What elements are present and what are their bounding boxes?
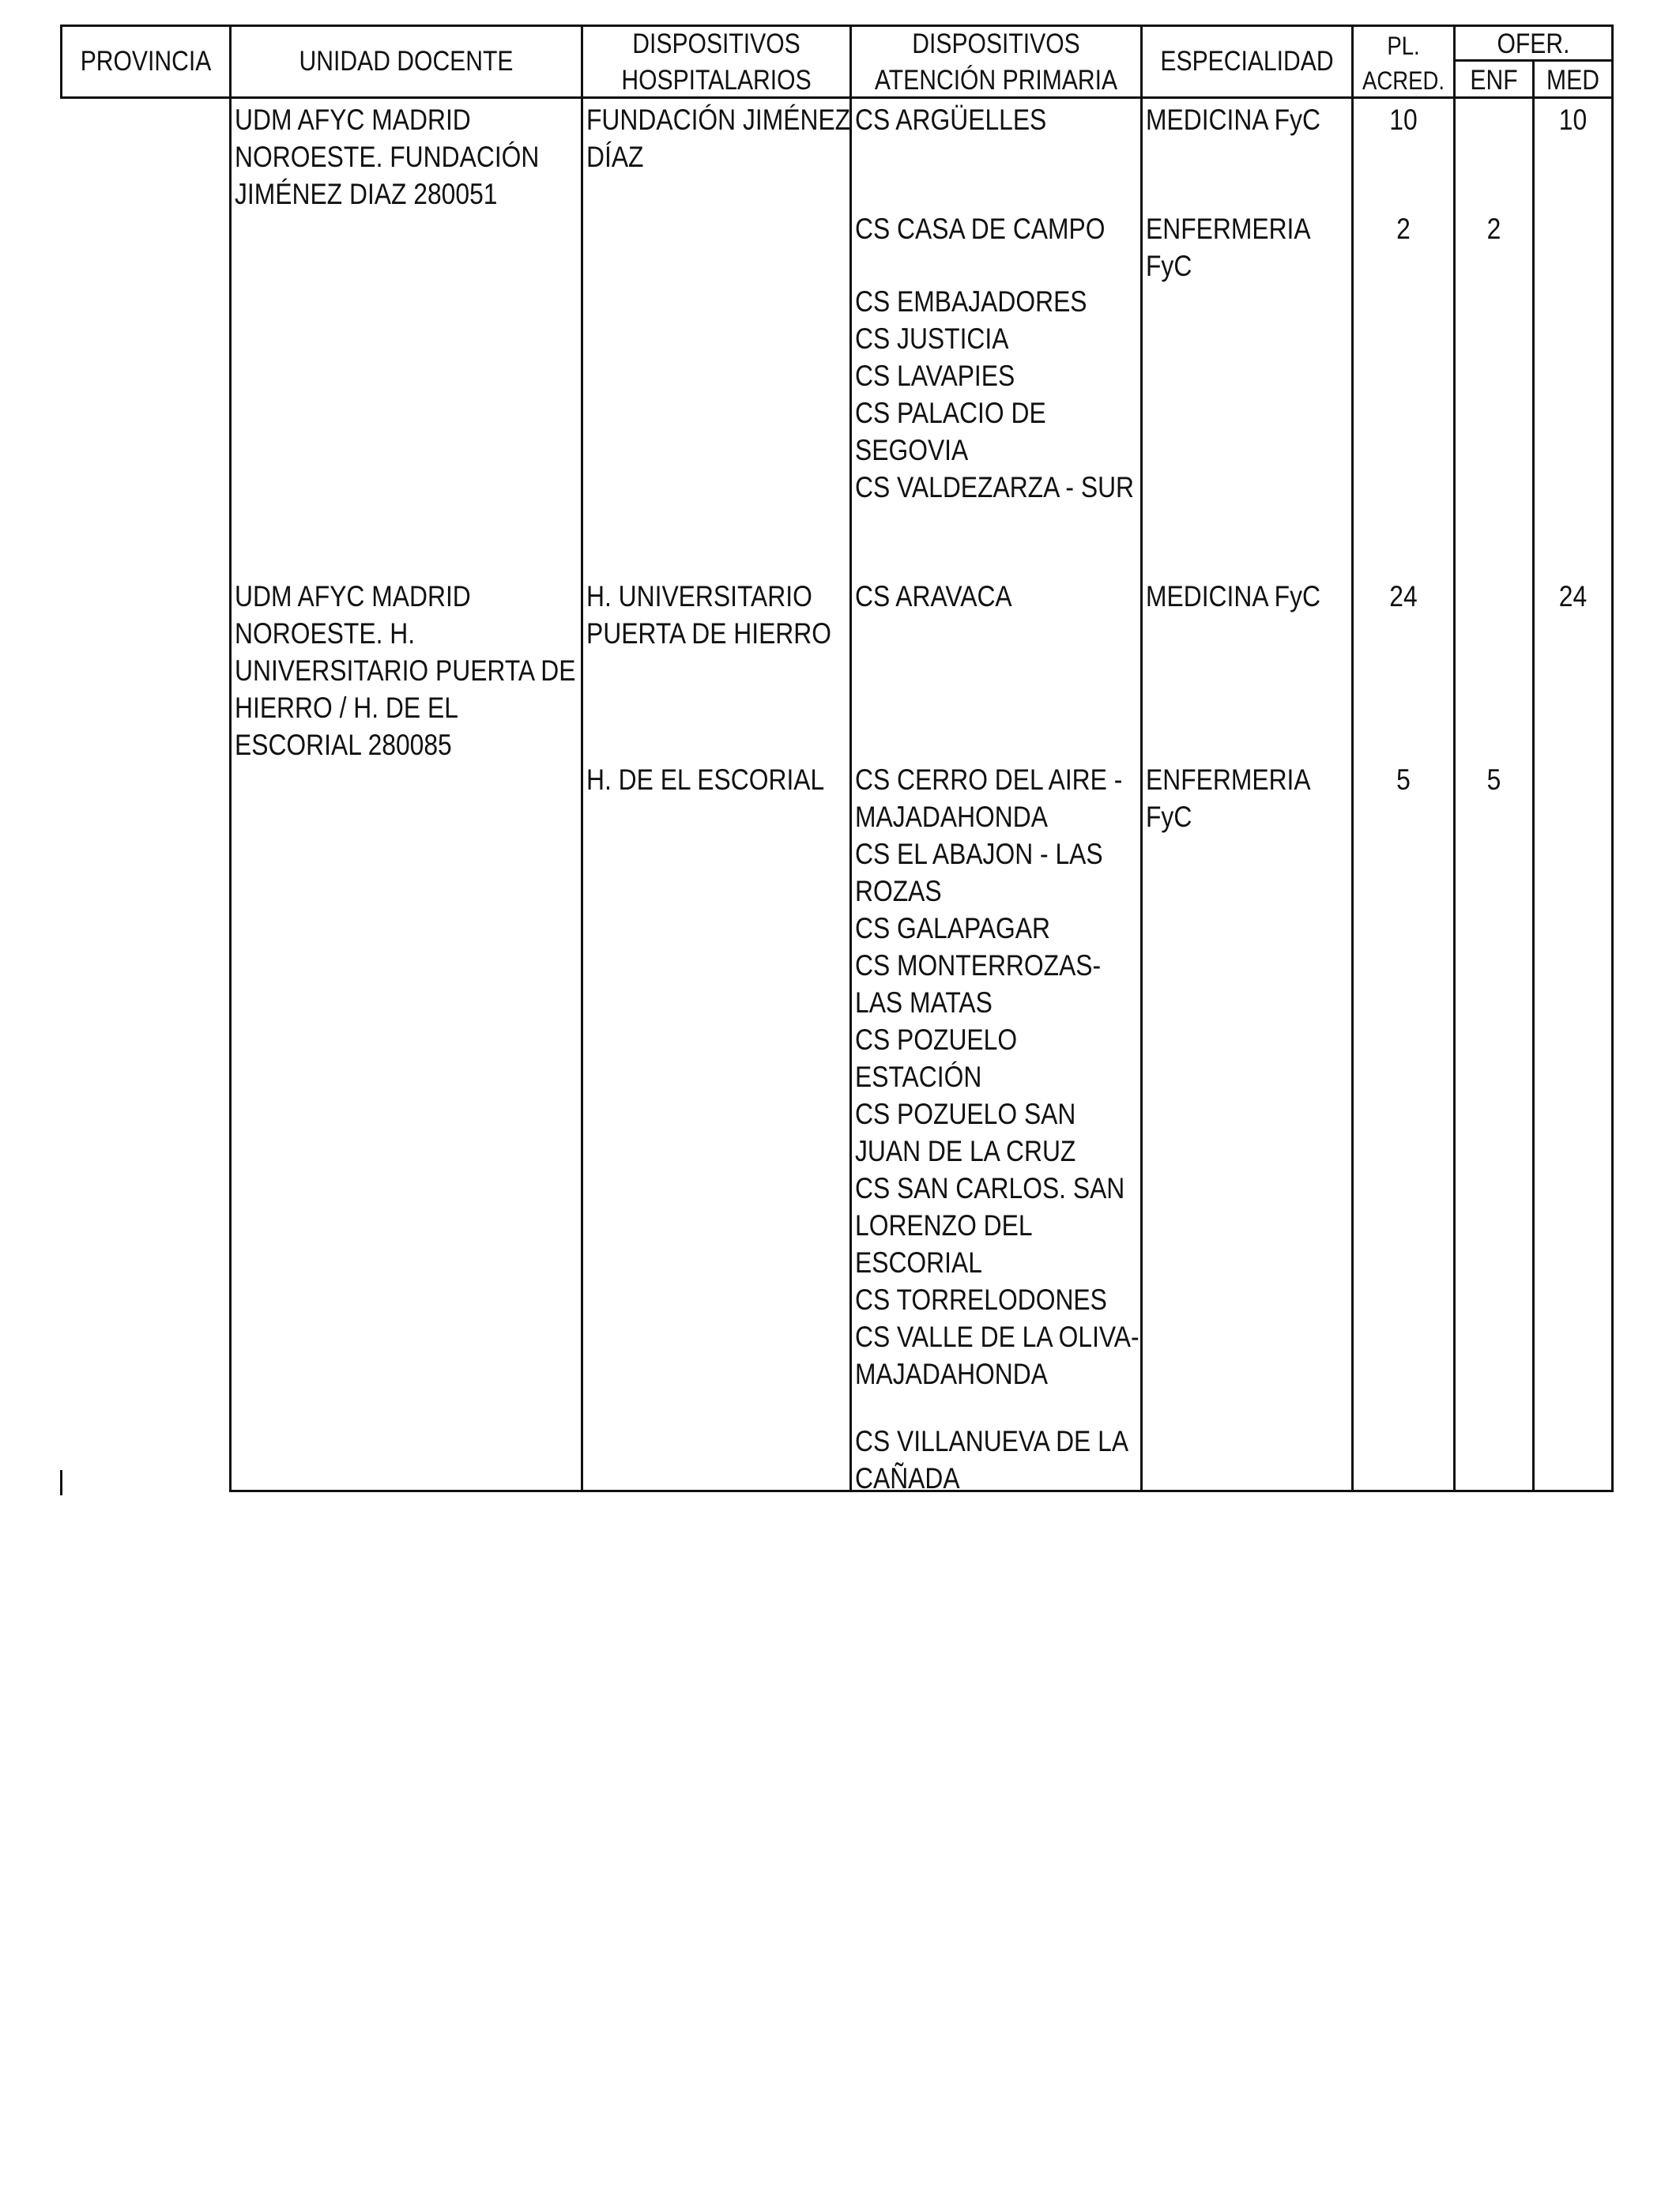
hospital-cell: H. DE EL ESCORIAL <box>586 763 825 796</box>
header-disp-hosp-line1: DISPOSITIVOS <box>632 28 800 59</box>
header-especialidad: ESPECIALIDAD <box>1160 46 1334 77</box>
pl-acred-cell: 10 <box>1389 104 1418 136</box>
primary-care-cell: CS ARGÜELLES <box>855 104 1047 136</box>
header-med: MED <box>1546 65 1599 96</box>
col-border-enf <box>1532 59 1535 1492</box>
col-border-right <box>1611 25 1614 1492</box>
hospital-cell: H. UNIVERSITARIO PUERTA DE HIERRO <box>586 580 832 650</box>
header-provincia: PROVINCIA <box>80 46 212 77</box>
enf-cell: 2 <box>1486 213 1501 245</box>
unidad-docente-cell: UDM AFYC MADRID NOROESTE. H. UNIVERSITARIO PUERTA DE HIERRO / H. DE EL ESCORIAL 280085 <box>235 580 576 761</box>
pl-acred-cell: 24 <box>1389 580 1418 613</box>
col-border-left-body <box>60 1470 62 1495</box>
primary-care-cell: CS EMBAJADORES CS JUSTICIA CS LAVAPIES CS PALACIO DE SEGOVIA CS VALDEZARZA - SUR <box>855 285 1135 503</box>
header-pl-line2: ACRED. <box>1362 66 1445 95</box>
unidad-docente-cell: UDM AFYC MADRID NOROESTE. FUNDACIÓN JIMÉNEZ DIAZ 280051 <box>235 104 540 210</box>
med-cell: 24 <box>1558 580 1588 613</box>
primary-care-cell: CS CASA DE CAMPO <box>855 213 1106 245</box>
col-border-pl <box>1453 25 1456 1492</box>
col-border-provincia <box>229 25 232 1492</box>
especialidad-cell: ENFERMERIA FyC <box>1146 763 1311 833</box>
header-top-border <box>60 25 1614 27</box>
especialidad-cell: MEDICINA FyC <box>1146 580 1320 613</box>
header-disp-ap-line1: DISPOSITIVOS <box>912 28 1080 59</box>
pl-acred-cell: 5 <box>1396 763 1411 796</box>
col-border-primaria <box>1140 25 1143 1492</box>
col-border-especialidad <box>1351 25 1354 1492</box>
enf-cell: 5 <box>1486 763 1501 796</box>
header-disp-hosp-line2: HOSPITALARIOS <box>621 65 812 96</box>
primary-care-cell: CS VILLANUEVA DE LA CAÑADA <box>855 1425 1129 1495</box>
header-pl-line1: PL. <box>1387 32 1420 60</box>
especialidad-cell: MEDICINA FyC <box>1146 104 1320 136</box>
header-ofer: OFER. <box>1497 28 1570 59</box>
primary-care-cell: CS CERRO DEL AIRE - MAJADAHONDA CS EL ABAJON - LAS ROZAS CS GALAPAGAR CS MONTERROZAS- LAS MATAS CS POZUELO ESTACIÓN CS POZUELO SAN JUAN DE LA CRUZ CS SAN CARLOS. SAN LORENZO DEL ESCORIAL CS TORRELODONES CS VALLE DE LA OLIVA- MAJADAHONDA <box>855 763 1139 1390</box>
col-border-unidad <box>581 25 583 1492</box>
hospital-cell: FUNDACIÓN JIMÉNEZ DÍAZ <box>586 104 851 173</box>
especialidad-cell: ENFERMERIA FyC <box>1146 213 1311 282</box>
col-border-hospitalarios <box>849 25 852 1492</box>
col-border-left <box>60 25 62 98</box>
header-disp-ap-line2: ATENCIÓN PRIMARIA <box>874 65 1118 96</box>
header-enf: ENF <box>1470 65 1518 96</box>
med-cell: 10 <box>1558 104 1588 136</box>
primary-care-cell: CS ARAVACA <box>855 580 1012 613</box>
pl-acred-cell: 2 <box>1396 213 1411 245</box>
header-unidad-docente: UNIDAD DOCENTE <box>299 46 514 77</box>
